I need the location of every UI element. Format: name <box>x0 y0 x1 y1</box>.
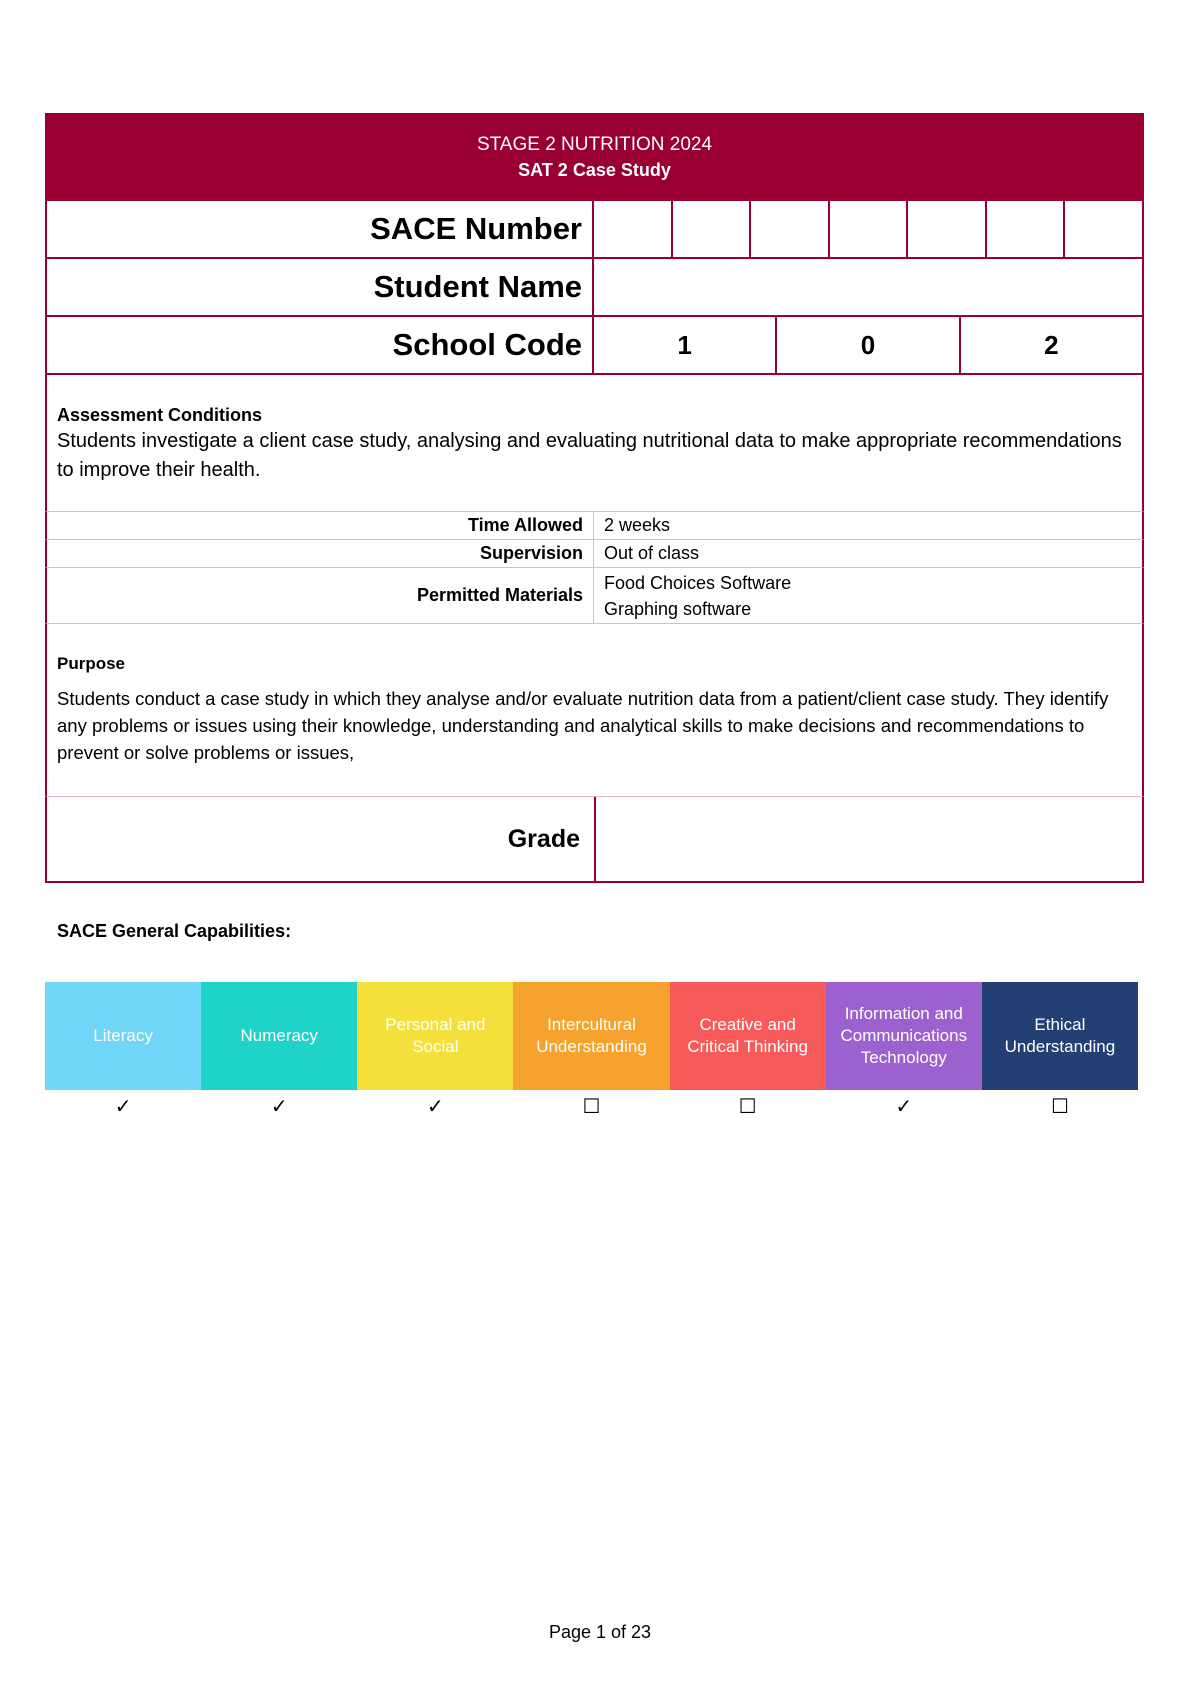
school-code-label: School Code <box>47 317 594 373</box>
sace-number-row <box>45 201 1144 259</box>
purpose-text: Students conduct a case study in which they analyse and/or evaluate nutrition data from a patient/client case study. They identify any problems or issues using their knowledge, understanding and analytical skills to make decisions and recommendations to prevent or solve problems or issues, <box>57 688 1109 763</box>
school-code-row <box>45 317 1144 375</box>
header-banner <box>45 113 1144 201</box>
permitted-materials-row <box>45 568 1144 624</box>
purpose-heading: Purpose <box>57 654 126 673</box>
capability-literacy: Literacy <box>45 982 201 1090</box>
empty-checkbox-icon[interactable]: ☐ <box>582 1094 601 1118</box>
capabilities-title: SACE General Capabilities: <box>57 921 292 941</box>
school-code-cell: 1 <box>594 317 777 373</box>
cover-sheet <box>45 113 1144 883</box>
supervision-row <box>45 540 1144 568</box>
permitted-materials-label: Permitted Materials <box>47 568 594 623</box>
sace-number-cell[interactable] <box>908 201 987 257</box>
supervision-value: Out of class <box>604 543 700 563</box>
capability-ethical: Ethical Understanding <box>982 982 1138 1090</box>
empty-checkbox-icon[interactable]: ☐ <box>1050 1094 1069 1118</box>
capability-numeracy: Numeracy <box>201 982 357 1090</box>
time-allowed-row <box>45 512 1144 540</box>
header-title: STAGE 2 NUTRITION 2024 <box>476 134 713 155</box>
student-name-label: Student Name <box>47 259 594 315</box>
time-allowed-label: Time Allowed <box>47 512 594 539</box>
grade-label: Grade <box>47 797 596 881</box>
time-allowed-value: 2 weeks <box>604 515 671 535</box>
school-code-cell: 2 <box>1044 329 1059 360</box>
sace-number-cell[interactable] <box>987 201 1066 257</box>
assessment-conditions <box>45 375 1144 512</box>
empty-checkbox-icon[interactable]: ☐ <box>738 1094 757 1118</box>
sace-number-cell[interactable] <box>594 201 673 257</box>
page-number: Page 1 of 23 <box>548 1622 652 1642</box>
capability-ict: Information and Communications Technology <box>826 982 982 1090</box>
capabilities-checkboxes <box>45 1094 1138 1118</box>
permitted-material-item: Food Choices Software <box>604 573 792 593</box>
student-name-row <box>45 259 1144 317</box>
permitted-material-item: Graphing software <box>604 599 752 619</box>
sace-number-cell[interactable] <box>751 201 830 257</box>
sace-number-cell[interactable] <box>1065 201 1142 257</box>
grade-field[interactable] <box>596 797 1142 881</box>
purpose-section <box>45 624 1144 797</box>
header-subtitle: SAT 2 Case Study <box>518 160 671 180</box>
assessment-heading: Assessment Conditions <box>57 405 263 425</box>
capability-personal-social: Personal and Social <box>357 982 513 1090</box>
checkmark-icon[interactable]: ✓ <box>114 1094 132 1118</box>
assessment-text: Students investigate a client case study, analysing and evaluating nutritional data to make appropriate recommendations to improve their health. <box>57 430 1122 481</box>
sace-number-cell[interactable] <box>673 201 752 257</box>
capabilities-bar <box>45 982 1138 1090</box>
checkmark-icon[interactable]: ✓ <box>270 1094 288 1118</box>
school-code-cell: 0 <box>777 317 960 373</box>
capability-creative-critical: Creative and Critical Thinking <box>670 982 826 1090</box>
capability-intercultural: Intercultural Understanding <box>513 982 669 1090</box>
sace-number-label: SACE Number <box>47 201 594 257</box>
supervision-label: Supervision <box>47 540 594 567</box>
sace-number-cell[interactable] <box>830 201 909 257</box>
checkmark-icon[interactable]: ✓ <box>426 1094 444 1118</box>
grade-row <box>45 797 1144 883</box>
checkmark-icon[interactable]: ✓ <box>895 1094 913 1118</box>
student-name-field[interactable] <box>594 259 1142 315</box>
